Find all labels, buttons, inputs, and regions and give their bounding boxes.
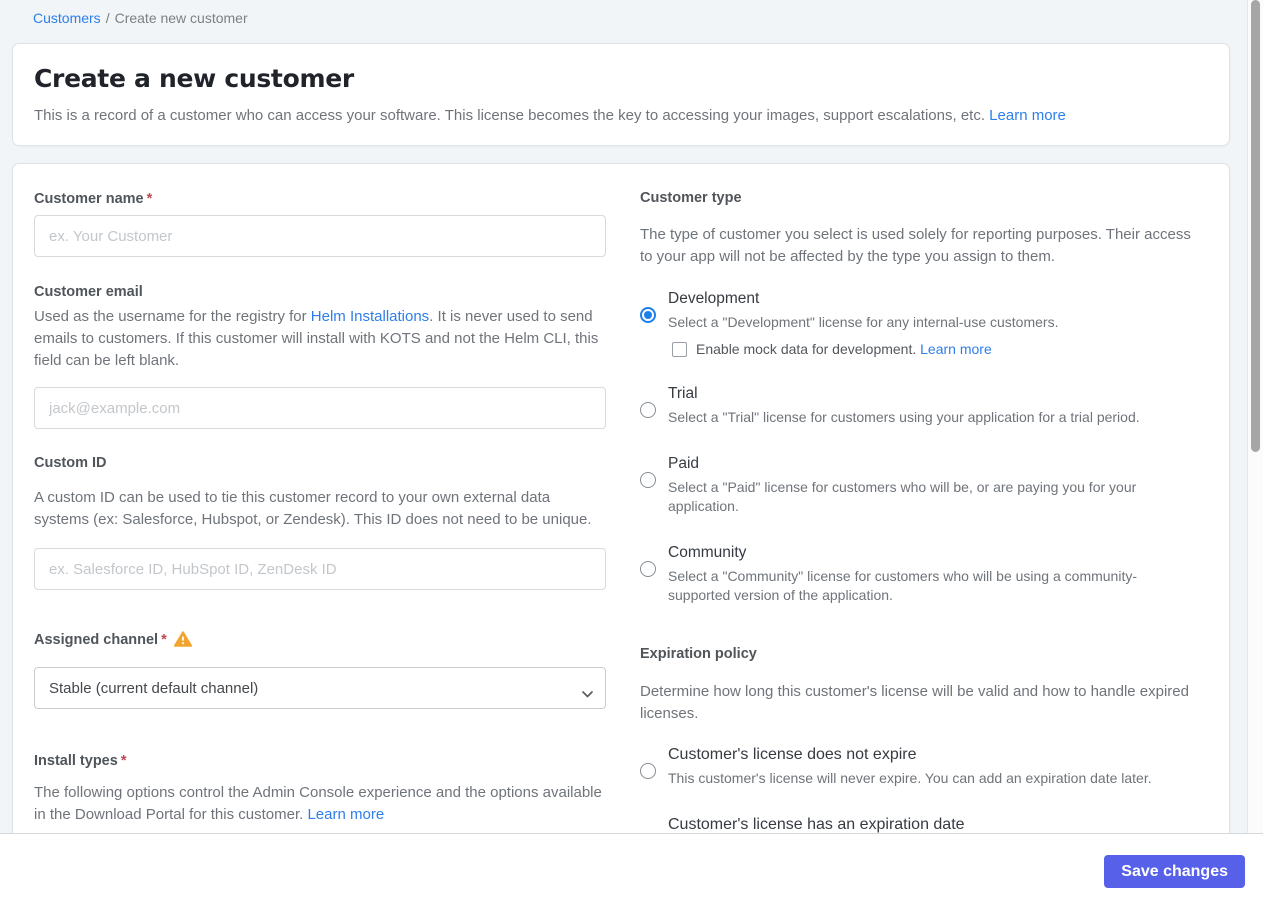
expiration-policy-heading: Expiration policy [640,646,757,662]
form-right-column [640,190,1196,858]
customer-name-required-asterisk: * [146,191,153,207]
customer-type-option-trial [640,383,1196,427]
install-types-label-text: Install types [34,753,118,769]
customer-name-label-text: Customer name [34,191,144,207]
chevron-down-icon [582,685,593,703]
paid-title: Paid [668,455,700,472]
scrollbar-track[interactable] [1247,0,1263,833]
breadcrumb [33,10,248,26]
helm-installations-link[interactable]: Helm Installations [310,308,430,325]
customer-type-option-paid [640,453,1196,516]
install-types-learn-more-link[interactable]: Learn more [307,806,385,823]
trial-radio[interactable] [640,402,656,418]
community-radio[interactable] [640,561,656,577]
customer-email-label: Customer email [34,284,143,300]
customer-type-option-development [640,288,1196,357]
community-description: Select a "Community" license for customers who will be using a community-supported version of the application. [668,568,1137,603]
expiration-policy-description: Determine how long this customer's license will be valid and how to handle expired licenses. [640,683,1189,722]
save-changes-button[interactable]: Save changes [1104,855,1245,888]
customer-email-input[interactable] [34,387,606,429]
header-description-text: This is a record of a customer who can access your software. This license becomes the key to accessing your images, support escalations, etc. [34,107,990,124]
paid-description: Select a "Paid" license for customers who will be, or are paying you for your application. [668,479,1137,514]
customer-name-input[interactable] [34,215,606,257]
customer-email-help [34,306,606,372]
trial-description: Select a "Trial" license for customers using your application for a trial period. [668,409,1140,425]
breadcrumb-separator: / [105,10,110,26]
assigned-channel-required-asterisk: * [161,632,167,648]
development-description: Select a "Development" license for any internal-use customers. [668,314,1059,330]
customer-type-option-community [640,542,1196,605]
custom-id-input[interactable] [34,548,606,590]
page-title: Create a new customer [34,64,354,93]
install-types-help [34,782,606,826]
mock-data-checkbox[interactable] [672,342,687,357]
customer-email-help-text-1: Used as the username for the registry for [34,308,311,325]
development-radio[interactable] [640,307,656,323]
paid-radio[interactable] [640,472,656,488]
custom-id-help: A custom ID can be used to tie this customer record to your own external data systems (ex: Salesforce, Hubspot, or Zendesk). This ID does not need to be unique. [34,489,592,528]
form-left-column [34,191,606,826]
assigned-channel-label-text: Assigned channel [34,632,159,648]
no-expire-description: This customer's license will never expire. You can add an expiration date later. [668,770,1152,786]
form-card [12,163,1230,863]
no-expire-title: Customer's license does not expire [668,746,917,763]
scrollbar-thumb[interactable] [1251,0,1260,452]
custom-id-label: Custom ID [34,455,107,471]
has-expiration-title: Customer's license has an expiration date [668,816,965,833]
mock-data-checkbox-label [696,341,992,357]
assigned-channel-selected-value: Stable (current default channel) [49,679,259,697]
breadcrumb-current: Create new customer [114,10,248,26]
customer-type-heading: Customer type [640,190,742,206]
header-learn-more-link[interactable]: Learn more [989,107,1066,124]
header-card [12,43,1230,146]
footer-bar [0,833,1263,905]
community-title: Community [668,544,747,561]
mock-data-checkbox-label-text: Enable mock data for development. [696,341,921,357]
warning-icon [174,631,192,651]
header-description [34,107,1208,124]
assigned-channel-select[interactable] [34,667,606,709]
customer-email-help-text-2: . It is never used to send emails to customers. If this customer will install with KOTS and not the Helm CLI, this field can be left blank. [34,308,599,369]
mock-data-checkbox-row [668,341,1196,357]
trial-title: Trial [668,385,698,402]
assigned-channel-label [34,631,606,651]
no-expire-radio[interactable] [640,763,656,779]
mock-data-learn-more-link[interactable]: Learn more [920,341,992,357]
install-types-help-text: The following options control the Admin Console experience and the options available in the Download Portal for this customer. [34,784,602,823]
expiration-option-no-expire [640,744,1196,788]
install-types-label [34,753,606,769]
install-types-required-asterisk: * [120,753,127,769]
development-title: Development [668,290,760,307]
customer-name-label [34,191,606,207]
customer-type-description: The type of customer you select is used solely for reporting purposes. Their access to your app will not be affected by the type you assign to them. [640,226,1191,265]
breadcrumb-customers-link[interactable]: Customers [33,10,101,26]
